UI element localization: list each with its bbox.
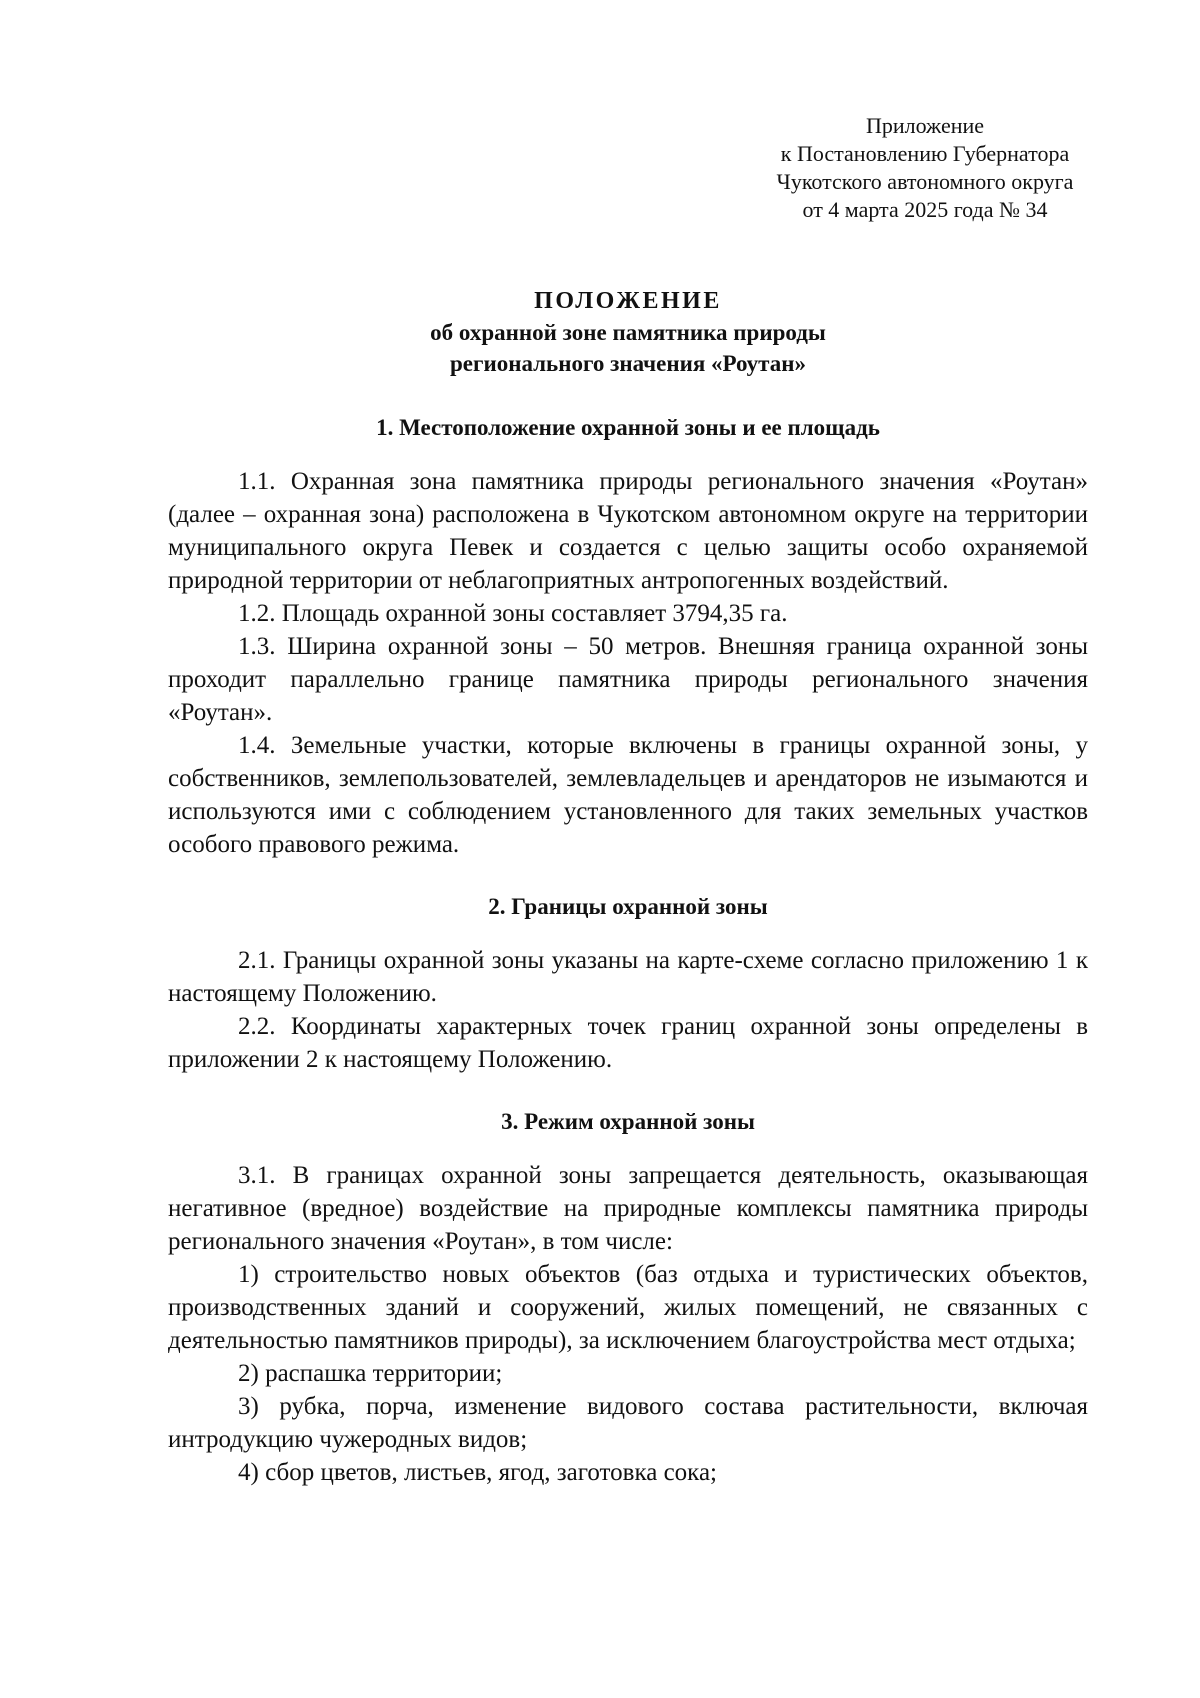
list-item-2: 2) распашка территории; (238, 1360, 503, 1387)
document-body (168, 412, 1088, 1489)
section-heading-3: 3. Режим охранной зоны (501, 1109, 755, 1134)
list-item-1: 1) строительство новых объектов (баз отдыха и туристических объектов, производственных зданий и сооружений, жилых помещений, не связанных с деятельностью памятников природы), за исключением благоустройства мест отдыха; (168, 1261, 1088, 1354)
appendix-line-3: Чукотского автономного округа (776, 169, 1074, 194)
appendix-line-2: к Постановлению Губернатора (780, 141, 1070, 166)
paragraph-3-1: 3.1. В границах охранной зоны запрещается деятельность, оказывающая негативное (вредное) воздействие на природные комплексы памятника природы регионального значения «Роутан», в том числе: (168, 1162, 1088, 1255)
document-subtitle-line-2: регионального значения «Роутан» (450, 351, 806, 376)
document-title: ПОЛОЖЕНИЕ (534, 288, 722, 314)
paragraph-1-1: 1.1. Охранная зона памятника природы регионального значения «Роутан» (далее – охранная зона) расположена в Чукотском автономном округе на территории муниципального округа Певек и создается с целью защиты особо охраняемой природной территории от неблагоприятных антропогенных воздействий. (168, 468, 1088, 594)
appendix-line-1: Приложение (865, 113, 985, 138)
paragraph-2-1: 2.1. Границы охранной зоны указаны на карте-схеме согласно приложению 1 к настоящему Положению. (168, 947, 1088, 1007)
section-heading-2: 2. Границы охранной зоны (488, 894, 768, 919)
paragraph-1-2: 1.2. Площадь охранной зоны составляет 3794,35 га. (238, 600, 788, 627)
list-item-3: 3) рубка, порча, изменение видового состава растительности, включая интродукцию чужеродных видов; (168, 1393, 1088, 1453)
section-heading-1: 1. Местоположение охранной зоны и ее площадь (376, 415, 880, 440)
appendix-block (745, 112, 1105, 224)
document-title-block (168, 286, 1088, 379)
list-item-4: 4) сбор цветов, листьев, ягод, заготовка сока; (238, 1459, 717, 1486)
paragraph-1-3: 1.3. Ширина охранной зоны – 50 метров. Внешняя граница охранной зоны проходит параллельно границе памятника природы регионального значения «Роутан». (168, 633, 1088, 726)
paragraph-2-2: 2.2. Координаты характерных точек границ охранной зоны определены в приложении 2 к настоящему Положению. (168, 1013, 1088, 1073)
document-subtitle-line-1: об охранной зоне памятника природы (430, 320, 826, 345)
paragraph-1-4: 1.4. Земельные участки, которые включены в границы охранной зоны, у собственников, землепользователей, землевладельцев и арендаторов не изымаются и используются ими с соблюдением установленного для таких земельных участков особого правового режима. (168, 732, 1088, 858)
appendix-line-4: от 4 марта 2025 года № 34 (802, 197, 1048, 222)
